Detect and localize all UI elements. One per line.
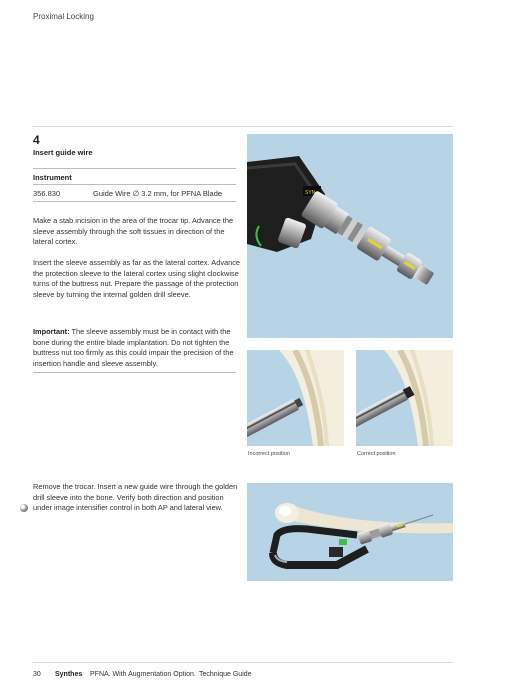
figure-incorrect-position xyxy=(247,350,344,446)
figure-guide-wire-insertion xyxy=(247,483,453,581)
important-text: The sleeve assembly must be in contact with the bone during the entire blade implantation. Do not tighten the buttress nut too firmly as this could impair the precision of the insertion handle and sleeve assembly. xyxy=(33,327,234,368)
instrument-rule-bottom xyxy=(33,201,236,202)
step-title: Insert guide wire xyxy=(33,148,93,157)
top-divider xyxy=(33,126,453,127)
figure-sleeve-assembly xyxy=(247,134,453,338)
instrument-rule-top xyxy=(33,168,236,169)
footer-divider xyxy=(33,662,453,663)
important-divider xyxy=(33,372,236,373)
caption-incorrect: Incorrect position xyxy=(248,451,290,457)
instrument-heading: Instrument xyxy=(33,173,72,182)
figure-correct-position xyxy=(356,350,453,446)
paragraph-important xyxy=(33,327,245,369)
footer-title: PFNA. With Augmentation Option. xyxy=(90,671,196,678)
paragraph-remove-trocar: Remove the trocar. Insert a new guide wire through the golden drill sleeve into the bone. Verify both direction and position under image intensifier control in both AP and lateral view. xyxy=(33,482,238,512)
important-label: Important: xyxy=(33,327,70,336)
instrument-description: Guide Wire ∅ 3.2 mm, for PFNA Blade xyxy=(93,189,223,198)
caption-correct: Correct position xyxy=(357,451,396,457)
svg-text:SYN: SYN xyxy=(305,190,316,196)
instrument-rule-mid xyxy=(33,184,236,185)
footer-brand: Synthes xyxy=(55,671,83,678)
intensifier-icon xyxy=(20,504,28,512)
step-number: 4 xyxy=(33,133,40,147)
instrument-code: 356.830 xyxy=(33,189,61,198)
paragraph-stab-incision: Make a stab incision in the area of the trocar tip. Advance the sleeve assembly through the soft tissues in direction of the lateral cortex. xyxy=(33,216,234,246)
footer-guide: Technique Guide xyxy=(199,671,252,678)
footer-page-number: 30 xyxy=(33,671,41,678)
paragraph-insert-sleeve: Insert the sleeve assembly as far as the lateral cortex. Advance the protection sleeve to the lateral cortex using slight clockwise turns of the buttress nut. Prepare the passage of the protection sleeve by turning the internal golden drill sleeve. xyxy=(33,258,241,299)
section-header: Proximal Locking xyxy=(33,12,94,21)
